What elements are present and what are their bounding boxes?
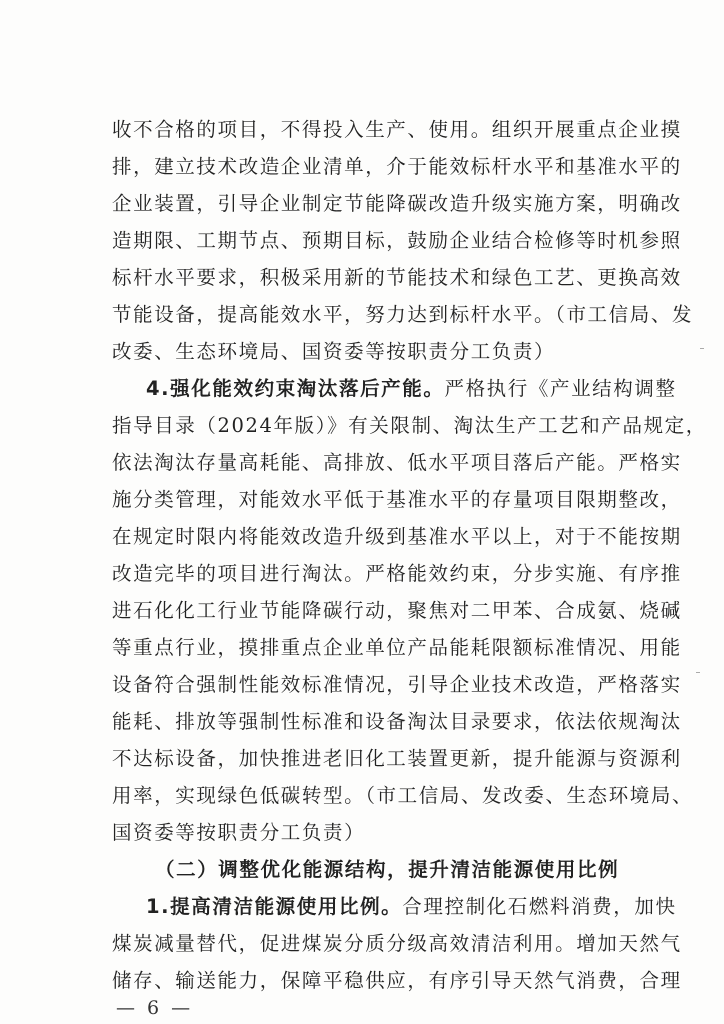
paragraph-first-line bbox=[146, 377, 677, 401]
text-line: 施分类管理，对能效水平低于基准水平的存量项目限期整改， bbox=[112, 488, 682, 511]
text-line: 用率，实现绿色低碳转型。（市工信局、发改委、生态环境局、 bbox=[112, 784, 694, 807]
text-line: 依法淘汰存量高耗能、高排放、低水平项目落后产能。严格实 bbox=[112, 451, 682, 474]
text-line: 指导目录（2024年版）》有关限制、淘汰生产工艺和产品规定， bbox=[112, 414, 707, 437]
text-line: 改委、生态环境局、国资委等按职责分工负责） bbox=[112, 340, 556, 363]
page-number: — 6 — bbox=[116, 997, 194, 1019]
text-line: 在规定时限内将能效改造升级到基准水平以上，对于不能按期 bbox=[112, 525, 682, 548]
text-line: 收不合格的项目，不得投入生产、使用。组织开展重点企业摸 bbox=[112, 118, 682, 141]
paragraph-first-line bbox=[146, 895, 677, 919]
scan-speck bbox=[696, 672, 700, 673]
text-line: 标杆水平要求，积极采用新的节能技术和绿色工艺、更换高效 bbox=[112, 266, 682, 289]
text-line: 国资委等按职责分工负责） bbox=[112, 821, 366, 844]
paragraph-title: 4.强化能效约束淘汰落后产能。 bbox=[146, 377, 445, 400]
paragraph-title: 1.提高清洁能源使用比例。 bbox=[146, 895, 403, 918]
text-line: 设备符合强制性能效标准情况，引导企业技术改造，严格落实 bbox=[112, 673, 682, 696]
section-heading: （二）调整优化能源结构，提升清洁能源使用比例 bbox=[155, 858, 620, 881]
scan-speck bbox=[700, 348, 704, 349]
paragraph-text: 严格执行《产业结构调整 bbox=[444, 377, 677, 400]
text-line: 造期限、工期节点、预期目标，鼓励企业结合检修等时机参照 bbox=[112, 229, 682, 252]
text-line: 企业装置，引导企业制定节能降碳改造升级实施方案，明确改 bbox=[112, 192, 682, 215]
text-line: 煤炭减量替代，促进煤炭分质分级高效清洁利用。增加天然气 bbox=[112, 932, 682, 955]
text-line: 改造完毕的项目进行淘汰。严格能效约束，分步实施、有序推 bbox=[112, 562, 682, 585]
text-line: 排，建立技术改造企业清单，介于能效标杆水平和基准水平的 bbox=[112, 155, 682, 178]
text-line: 储存、输送能力，保障平稳供应，有序引导天然气消费，合理 bbox=[112, 969, 682, 992]
text-line: 能耗、排放等强制性标准和设备淘汰目录要求，依法依规淘汰 bbox=[112, 710, 682, 733]
paragraph-text: 合理控制化石燃料消费，加快 bbox=[402, 895, 677, 918]
text-line: 节能设备，提高能效水平，努力达到标杆水平。（市工信局、发 bbox=[112, 303, 694, 326]
text-line: 进石化化工行业节能降碳行动，聚焦对二甲苯、合成氨、烧碱 bbox=[112, 599, 682, 622]
text-line: 不达标设备，加快推进老旧化工装置更新，提升能源与资源利 bbox=[112, 747, 682, 770]
text-line: 等重点行业，摸排重点企业单位产品能耗限额标准情况、用能 bbox=[112, 636, 682, 659]
